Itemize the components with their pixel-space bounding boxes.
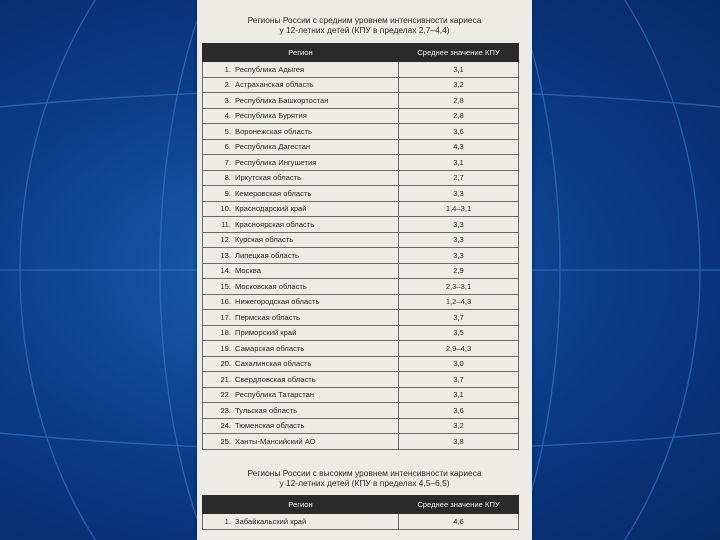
- region-name: Московская область: [235, 281, 307, 291]
- kpu-value-cell: 2,3–3,1: [399, 279, 519, 295]
- row-number: 2.: [224, 80, 231, 90]
- table-row: [203, 325, 519, 341]
- region-cell: [203, 418, 399, 434]
- row-number: 25.: [220, 436, 231, 446]
- kpu-value-cell: 3,2: [399, 77, 519, 93]
- table-row: [203, 310, 519, 326]
- kpu-value-cell: 3,7: [399, 310, 519, 326]
- region-cell: [203, 155, 399, 171]
- table-row: [203, 217, 519, 233]
- region-name: Астраханская область: [235, 80, 314, 90]
- row-number: 24.: [220, 421, 231, 431]
- region-name: Свердловская область: [235, 374, 316, 384]
- region-cell: [203, 77, 399, 93]
- row-number: 1.: [224, 516, 231, 526]
- table-row: [203, 139, 519, 155]
- row-number: 14.: [220, 266, 231, 276]
- table2-body: [203, 514, 519, 530]
- row-number: 23.: [220, 405, 231, 415]
- region-cell: [203, 170, 399, 186]
- kpu-value-cell: 3,8: [399, 434, 519, 450]
- region-name: Приморский край: [235, 328, 297, 338]
- kpu-value-cell: 3,5: [399, 325, 519, 341]
- row-number: 5.: [224, 126, 231, 136]
- kpu-value-cell: 2,9–4,3: [399, 341, 519, 357]
- row-number: 20.: [220, 359, 231, 369]
- region-name: Республика Татарстан: [235, 390, 315, 400]
- kpu-value-cell: 4,3: [399, 139, 519, 155]
- table-row: [203, 108, 519, 124]
- table-medium-intensity: [202, 43, 519, 450]
- table-row: [203, 387, 519, 403]
- region-cell: [203, 434, 399, 450]
- region-cell: [203, 372, 399, 388]
- table-row: [203, 186, 519, 202]
- region-cell: [203, 108, 399, 124]
- kpu-value-cell: 2,7: [399, 170, 519, 186]
- row-number: 4.: [224, 111, 231, 121]
- region-name: Республика Башкортостан: [235, 95, 329, 105]
- region-name: Нижегородская область: [235, 297, 320, 307]
- row-number: 9.: [224, 188, 231, 198]
- region-name: Тюменская область: [235, 421, 305, 431]
- row-number: 15.: [220, 281, 231, 291]
- table1-caption: [197, 15, 532, 35]
- row-number: 19.: [220, 343, 231, 353]
- region-cell: [203, 341, 399, 357]
- kpu-value-cell: 3,3: [399, 248, 519, 264]
- region-name: Курская область: [235, 235, 294, 245]
- row-number: 3.: [224, 95, 231, 105]
- region-name: Липецкая область: [235, 250, 299, 260]
- kpu-value-cell: 3,1: [399, 62, 519, 78]
- region-name: Краснодарский край: [235, 204, 307, 214]
- table-row: [203, 403, 519, 419]
- row-number: 18.: [220, 328, 231, 338]
- region-cell: [203, 356, 399, 372]
- kpu-value-cell: 2,8: [399, 108, 519, 124]
- row-number: 16.: [220, 297, 231, 307]
- kpu-value-cell: 3,0: [399, 356, 519, 372]
- region-cell: [203, 279, 399, 295]
- region-cell: [203, 310, 399, 326]
- table-high-intensity: [202, 495, 519, 530]
- region-name: Республика Бурятия: [235, 111, 307, 121]
- kpu-value-cell: 2,8: [399, 93, 519, 109]
- row-number: 21.: [220, 374, 231, 384]
- table-row: [203, 77, 519, 93]
- region-cell: [203, 403, 399, 419]
- region-name: Кемеровская область: [235, 188, 312, 198]
- kpu-value-cell: 3,3: [399, 232, 519, 248]
- region-name: Самарская область: [235, 343, 305, 353]
- table-row: [203, 514, 519, 530]
- region-name: Москва: [235, 266, 261, 276]
- region-cell: [203, 294, 399, 310]
- region-cell: [203, 248, 399, 264]
- row-number: 17.: [220, 312, 231, 322]
- region-name: Сахалинская область: [235, 359, 312, 369]
- table2-caption-line2: у 12-летних детей (КПУ в пределах 4,5–6,5): [279, 478, 450, 488]
- region-cell: [203, 93, 399, 109]
- region-cell: [203, 514, 399, 530]
- region-name: Республика Дагестан: [235, 142, 311, 152]
- column-header-kpu: Среднее значение КПУ: [399, 496, 519, 514]
- table-row: [203, 372, 519, 388]
- table-row: [203, 170, 519, 186]
- table-row: [203, 93, 519, 109]
- kpu-value-cell: 2,9: [399, 263, 519, 279]
- table-row: [203, 124, 519, 140]
- table2-caption: [197, 468, 532, 488]
- kpu-value-cell: 3,7: [399, 372, 519, 388]
- region-cell: [203, 325, 399, 341]
- table-row: [203, 294, 519, 310]
- row-number: 7.: [224, 157, 231, 167]
- region-cell: [203, 62, 399, 78]
- kpu-value-cell: 3,2: [399, 418, 519, 434]
- kpu-value-cell: 3,6: [399, 403, 519, 419]
- region-cell: [203, 139, 399, 155]
- region-name: Тульская область: [235, 405, 298, 415]
- kpu-value-cell: 1,2–4,3: [399, 294, 519, 310]
- region-name: Республика Ингушетия: [235, 157, 317, 167]
- region-cell: [203, 263, 399, 279]
- table-row: [203, 62, 519, 78]
- region-name: Республика Адыгея: [235, 64, 305, 74]
- table-row: [203, 279, 519, 295]
- row-number: 13.: [220, 250, 231, 260]
- kpu-value-cell: 3,1: [399, 387, 519, 403]
- row-number: 11.: [221, 219, 231, 229]
- table-row: [203, 418, 519, 434]
- kpu-value-cell: 3,6: [399, 124, 519, 140]
- table-header-row: [203, 496, 519, 514]
- kpu-value-cell: 3,1: [399, 155, 519, 171]
- kpu-value-cell: 3,3: [399, 186, 519, 202]
- table1-caption-line1: Регионы России с средним уровнем интенсивности кариеса: [247, 15, 482, 25]
- region-name: Красноярская область: [235, 219, 315, 229]
- row-number: 22.: [220, 390, 231, 400]
- row-number: 12.: [220, 235, 231, 245]
- region-cell: [203, 232, 399, 248]
- kpu-value-cell: 3,3: [399, 217, 519, 233]
- region-cell: [203, 124, 399, 140]
- region-cell: [203, 186, 399, 202]
- region-name: Ханты-Мансийский АО: [235, 436, 316, 446]
- kpu-value-cell: 4,6: [399, 514, 519, 530]
- region-name: Забайкальский край: [235, 516, 307, 526]
- column-header-region: Регион: [203, 496, 399, 514]
- table-header-row: [203, 44, 519, 62]
- table-row: [203, 201, 519, 217]
- region-cell: [203, 387, 399, 403]
- column-header-kpu: Среднее значение КПУ: [399, 44, 519, 62]
- region-name: Воронежская область: [235, 126, 312, 136]
- row-number: 8.: [224, 173, 231, 183]
- table2-caption-line1: Регионы России с высоким уровнем интенсивности кариеса: [247, 468, 482, 478]
- table1-caption-line2: у 12-летних детей (КПУ в пределах 2,7–4,4): [279, 25, 450, 35]
- document-page: [197, 0, 532, 540]
- table-row: [203, 232, 519, 248]
- row-number: 1.: [224, 64, 231, 74]
- region-cell: [203, 217, 399, 233]
- region-name: Иркутская область: [235, 173, 302, 183]
- region-name: Пермская область: [235, 312, 300, 322]
- table-row: [203, 356, 519, 372]
- region-cell: [203, 201, 399, 217]
- table-row: [203, 248, 519, 264]
- row-number: 10.: [220, 204, 231, 214]
- row-number: 6.: [224, 142, 231, 152]
- column-header-region: Регион: [203, 44, 399, 62]
- table-row: [203, 434, 519, 450]
- table-row: [203, 263, 519, 279]
- table-row: [203, 155, 519, 171]
- table1-body: [203, 62, 519, 450]
- kpu-value-cell: 1,4–3,1: [399, 201, 519, 217]
- table-row: [203, 341, 519, 357]
